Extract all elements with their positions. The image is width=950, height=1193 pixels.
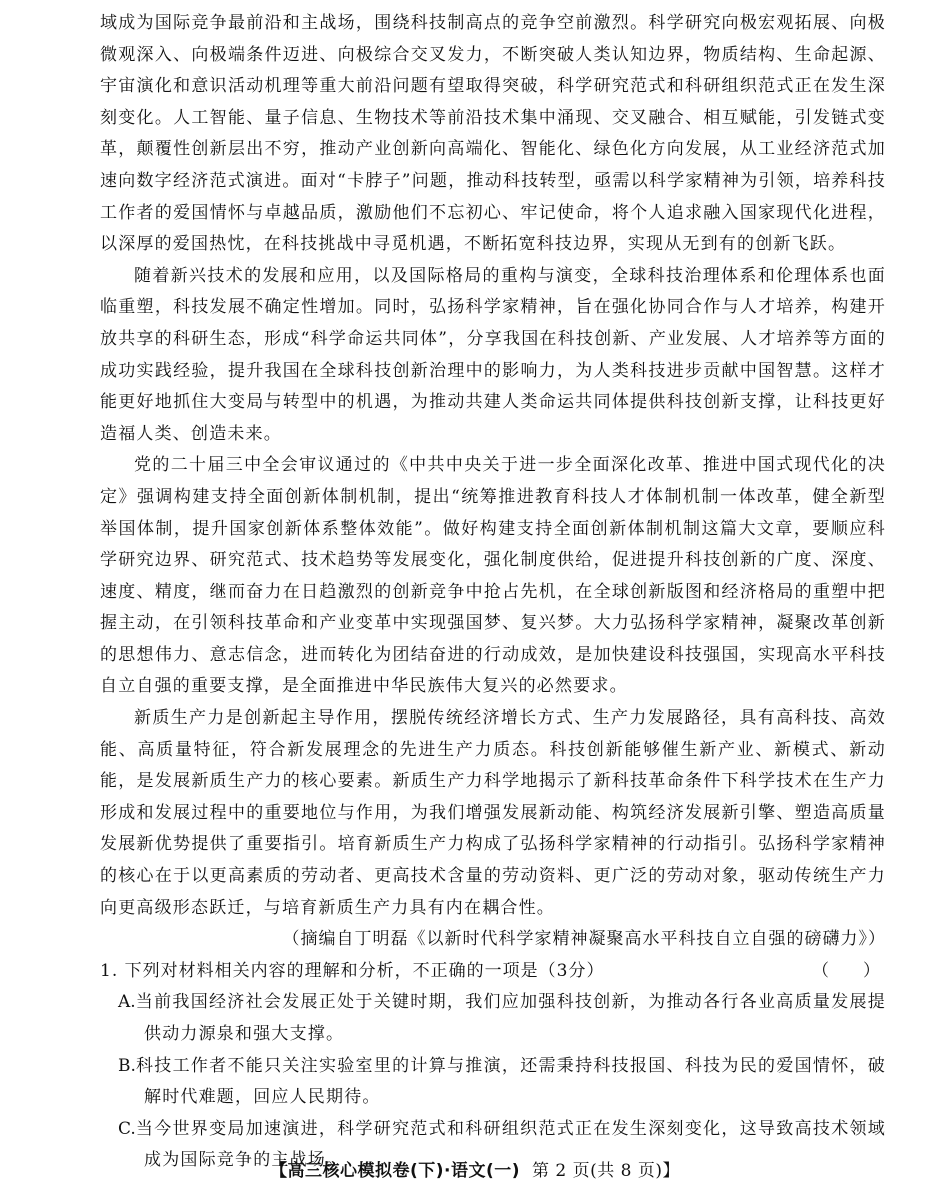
option-text: 当今世界变局加速演进，科学研究范式和科研组织范式正在发生深刻变化，这导致高技术领域成为国际竞争的主战场。 xyxy=(135,1118,886,1171)
footer-title: 【高三核心模拟卷(下)·语文(一) xyxy=(269,1161,521,1181)
question-1 xyxy=(100,956,886,988)
option-letter: C. xyxy=(118,1118,136,1139)
option-letter: B. xyxy=(118,1055,136,1076)
option-text: 科技工作者不能只关注实验室里的计算与推演，还需秉持科技报国、科技为民的爱国情怀，破解时代难题，回应人民期待。 xyxy=(135,1055,886,1108)
body-paragraph-2: 随着新兴技术的发展和应用，以及国际格局的重构与演变，全球科技治理体系和伦理体系也面临重塑，科技发展不确定性增加。同时，弘扬科学家精神，旨在强化协同合作与人才培养，构建开放共享的科研生态，形成“科学命运共同体”，分享我国在科技创新、产业发展、人才培养等方面的成功实践经验，提升我国在全球科技创新治理中的影响力，为人类科技进步贡献中国智慧。这样才能更好地抓住大变局与转型中的机遇，为推动共建人类命运共同体提供科技创新支撑，让科技更好造福人类、创造未来。 xyxy=(100,265,886,444)
body-paragraph-4: 新质生产力是创新起主导作用，摆脱传统经济增长方式、生产力发展路径，具有高科技、高效能、高质量特征，符合新发展理念的先进生产力质态。科技创新能够催生新产业、新模式、新动能，是发展新质生产力的核心要素。新质生产力科学地揭示了新科技革命条件下科学技术在生产力形成和发展过程中的重要地位与作用，为我们增强发展新动能、构筑经济发展新引擎、塑造高质量发展新优势提供了重要指引。培育新质生产力构成了弘扬科学家精神的行动指引。弘扬科学家精神的核心在于以更高素质的劳动者、更高技术含量的劳动资料、更广泛的劳动对象，驱动传统生产力向更高级形态跃迁，与培育新质生产力具有内在耦合性。 xyxy=(100,708,886,918)
body-paragraph-3: 党的二十届三中全会审议通过的《中共中央关于进一步全面深化改革、推进中国式现代化的决定》强调构建支持全面创新体制机制，提出“统筹推进教育科技人才体制机制一体改革，健全新型举国体制，提升国家创新体系整体效能”。做好构建支持全面创新体制机制这篇大文章，要顺应科学研究边界、研究范式、技术趋势等发展变化，强化制度供给，促进提升科技创新的广度、深度、速度、精度，继而奋力在日趋激烈的创新竞争中抢占先机，在全球创新版图和经济格局的重塑中把握主动，在引领科技革命和产业变革中实现强国梦、复兴梦。大力弘扬科学家精神，凝聚改革创新的思想伟力、意志信念，进而转化为团结奋进的行动成效，是加快建设科技强国，实现高水平科技自立自强的重要支撑，是全面推进中华民族伟大复兴的必然要求。 xyxy=(100,455,886,697)
body-paragraph-1: 域成为国际竞争最前沿和主战场，围绕科技制高点的竞争空前激烈。科学研究向极宏观拓展、向极微观深入、向极端条件迈进、向极综合交叉发力，不断突破人类认知边界，物质结构、生命起源、宇宙演化和意识活动机理等重大前沿问题有望取得突破，科学研究范式和科研组织范式正在发生深刻变化。人工智能、量子信息、生物技术等前沿技术集中涌现、交叉融合、相互赋能，引发链式变革，颠覆性创新层出不穷，推动产业创新向高端化、智能化、绿色化方向发展，从工业经济范式加速向数字经济范式演进。面对“卡脖子”问题，推动科技转型，亟需以科学家精神为引领，培养科技工作者的爱国情怀与卓越品质，激励他们不忘初心、牢记使命，将个人追求融入国家现代化进程，以深厚的爱国热忱，在科技挑战中寻觅机遇，不断拓宽科技边界，实现从无到有的创新飞跃。 xyxy=(100,13,886,255)
option-b xyxy=(100,1051,886,1114)
page-footer xyxy=(0,1156,950,1181)
option-text: 当前我国经济社会发展正处于关键时期，我们应加强科技创新，为推动各行各业高质量发展提供动力源泉和强大支撑。 xyxy=(135,992,886,1044)
option-a xyxy=(100,987,886,1050)
source-citation: （摘编自丁明磊《以新时代科学家精神凝聚高水平科技自立自强的磅礴力》） xyxy=(282,929,886,950)
question-stem: 1. 下列对材料相关内容的理解和分析，不正确的一项是（3分） xyxy=(100,960,605,981)
answer-blank: （ ） xyxy=(812,960,880,981)
option-letter: A. xyxy=(118,992,136,1013)
page-number: 第 2 页(共 8 页)】 xyxy=(532,1161,681,1181)
